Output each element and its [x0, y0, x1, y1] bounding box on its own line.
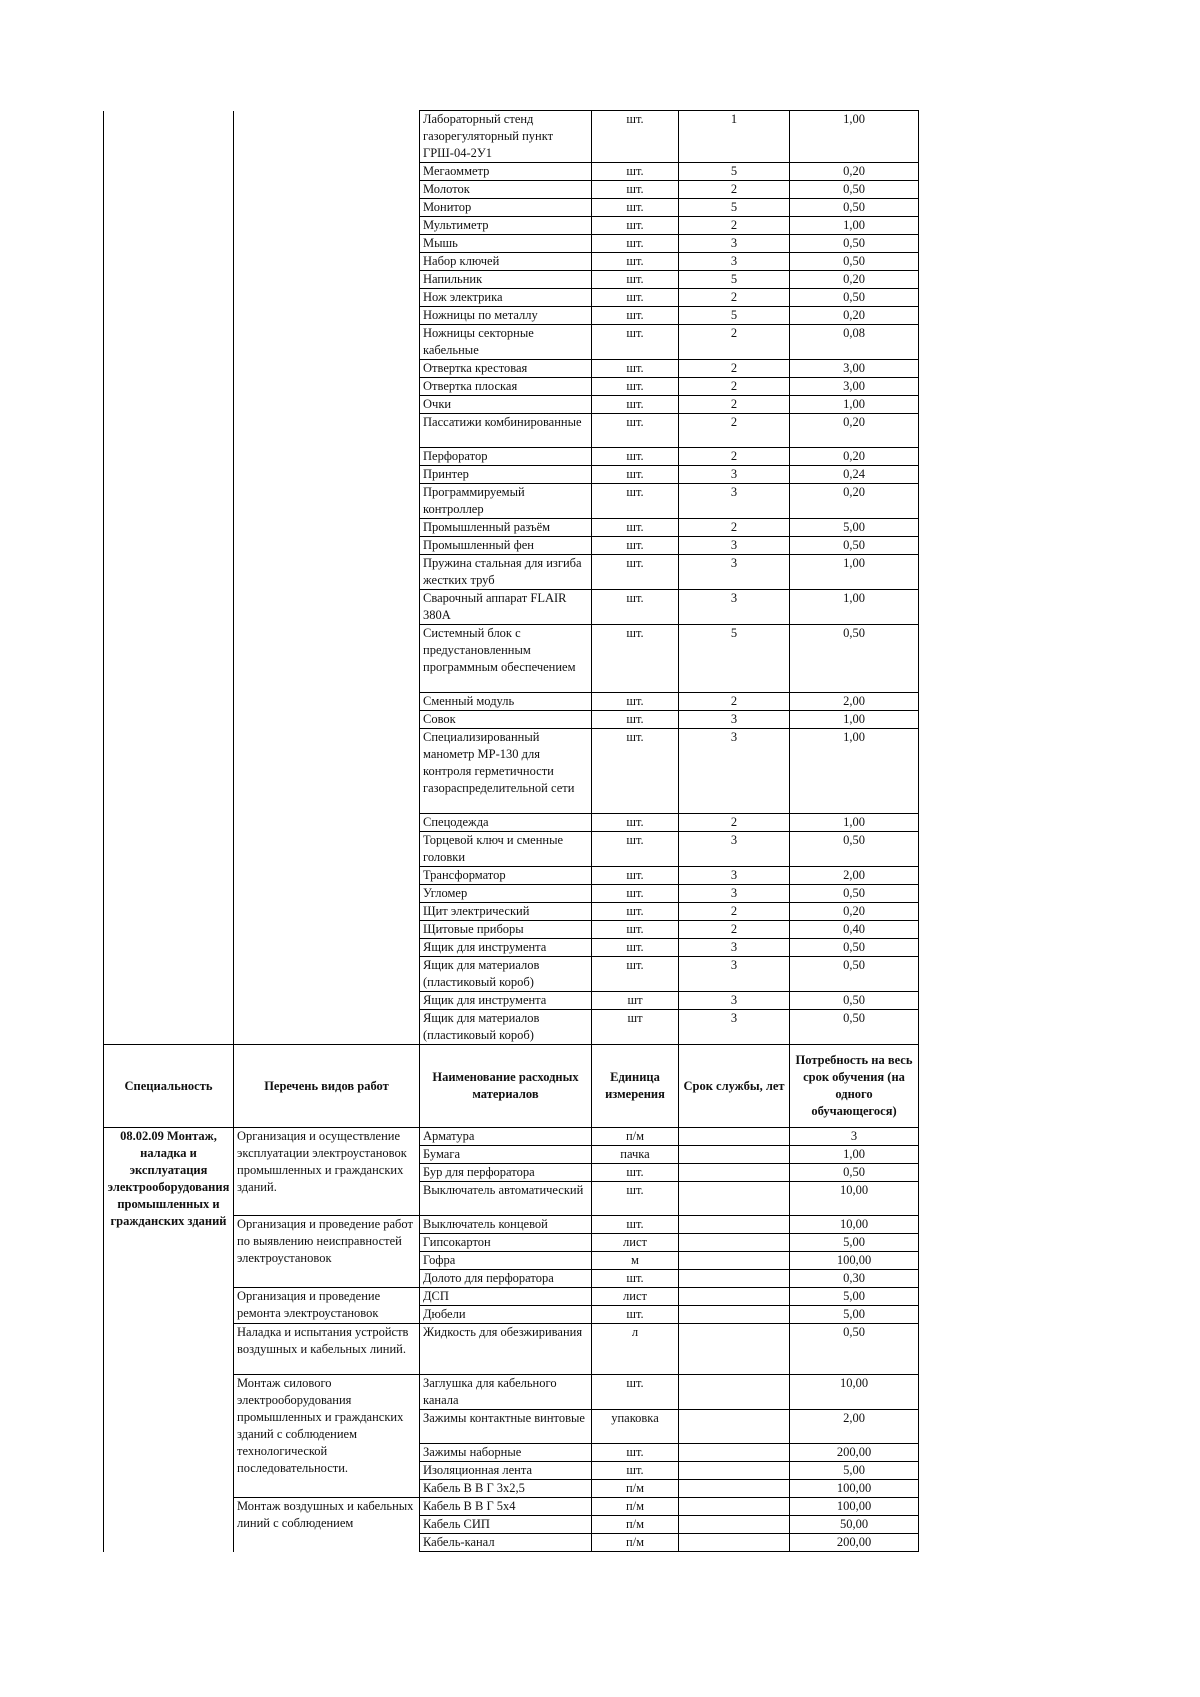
material-name: Монитор [420, 199, 592, 217]
unit: л [592, 1324, 679, 1375]
specialty-cell-empty [104, 111, 234, 1045]
unit: шт. [592, 625, 679, 693]
need: 0,50 [790, 289, 919, 307]
unit: шт. [592, 519, 679, 537]
header-unit: Единица измерения [592, 1045, 679, 1128]
quantity: 2 [679, 921, 790, 939]
material-name: Молоток [420, 181, 592, 199]
need: 0,20 [790, 163, 919, 181]
material-name: Программируемый контроллер [420, 484, 592, 519]
unit: шт. [592, 325, 679, 360]
need: 10,00 [790, 1216, 919, 1234]
service-life [679, 1324, 790, 1375]
material-name: Сменный модуль [420, 693, 592, 711]
quantity: 3 [679, 484, 790, 519]
need: 5,00 [790, 1234, 919, 1252]
material-name: Выключатель автоматический [420, 1182, 592, 1216]
need: 0,50 [790, 1164, 919, 1182]
lower-section [104, 1128, 919, 1552]
unit: шт. [592, 957, 679, 992]
unit: шт. [592, 484, 679, 519]
unit: шт. [592, 1462, 679, 1480]
need: 5,00 [790, 519, 919, 537]
unit: шт. [592, 181, 679, 199]
unit: шт. [592, 921, 679, 939]
material-name: Пассатижи комбинированные [420, 414, 592, 448]
unit: шт. [592, 867, 679, 885]
unit: шт. [592, 199, 679, 217]
need: 0,24 [790, 466, 919, 484]
quantity: 2 [679, 814, 790, 832]
unit: м [592, 1252, 679, 1270]
quantity: 3 [679, 235, 790, 253]
upper-section [104, 111, 919, 1045]
material-name: Ножницы по металлу [420, 307, 592, 325]
material-name: Принтер [420, 466, 592, 484]
need: 1,00 [790, 1146, 919, 1164]
need: 5,00 [790, 1462, 919, 1480]
unit: шт. [592, 1216, 679, 1234]
unit: шт. [592, 1164, 679, 1182]
unit: шт [592, 992, 679, 1010]
header-section [104, 1045, 919, 1128]
need: 3 [790, 1128, 919, 1146]
quantity: 5 [679, 199, 790, 217]
need: 3,00 [790, 360, 919, 378]
unit: шт. [592, 939, 679, 957]
quantity: 2 [679, 325, 790, 360]
service-life [679, 1164, 790, 1182]
unit: шт. [592, 814, 679, 832]
need: 1,00 [790, 711, 919, 729]
need: 1,00 [790, 217, 919, 235]
quantity: 1 [679, 111, 790, 163]
service-life [679, 1410, 790, 1444]
need: 10,00 [790, 1182, 919, 1216]
unit: шт. [592, 537, 679, 555]
need: 0,50 [790, 1010, 919, 1045]
service-life [679, 1234, 790, 1252]
quantity: 5 [679, 271, 790, 289]
unit: шт. [592, 885, 679, 903]
need: 1,00 [790, 555, 919, 590]
material-name: Напильник [420, 271, 592, 289]
quantity: 3 [679, 555, 790, 590]
quantity: 2 [679, 181, 790, 199]
unit: п/м [592, 1480, 679, 1498]
quantity: 3 [679, 1010, 790, 1045]
material-name: Кабель В В Г 5х4 [420, 1498, 592, 1516]
service-life [679, 1146, 790, 1164]
unit: п/м [592, 1534, 679, 1552]
service-life [679, 1182, 790, 1216]
need: 2,00 [790, 693, 919, 711]
material-name: ДСП [420, 1288, 592, 1306]
need: 0,50 [790, 957, 919, 992]
unit: шт. [592, 253, 679, 271]
service-life [679, 1375, 790, 1410]
material-name: Зажимы контактные винтовые [420, 1410, 592, 1444]
unit: шт. [592, 217, 679, 235]
unit: шт. [592, 1306, 679, 1324]
material-name: Ящик для материалов (пластиковый короб) [420, 957, 592, 992]
service-life [679, 1462, 790, 1480]
need: 0,20 [790, 484, 919, 519]
quantity: 2 [679, 903, 790, 921]
unit: шт. [592, 1444, 679, 1462]
material-name: Промышленный разъём [420, 519, 592, 537]
material-name: Щит электрический [420, 903, 592, 921]
table-row [104, 1128, 919, 1146]
document-table-area [103, 110, 919, 1552]
material-name: Зажимы наборные [420, 1444, 592, 1462]
quantity: 3 [679, 832, 790, 867]
unit: лист [592, 1234, 679, 1252]
table-row [104, 111, 919, 163]
material-name: Пружина стальная для изгиба жестких труб [420, 555, 592, 590]
unit: шт. [592, 590, 679, 625]
unit: шт. [592, 360, 679, 378]
quantity: 5 [679, 625, 790, 693]
material-name: Мегаомметр [420, 163, 592, 181]
unit: шт. [592, 271, 679, 289]
unit: шт. [592, 378, 679, 396]
need: 0,50 [790, 537, 919, 555]
material-name: Сварочный аппарат FLAIR 380A [420, 590, 592, 625]
service-life [679, 1288, 790, 1306]
work-type: Монтаж силового электрооборудования промышленных и гражданских зданий с соблюдением технологической последовательности. [234, 1375, 420, 1498]
unit: шт. [592, 163, 679, 181]
material-name: Системный блок с предустановленным программным обеспечением [420, 625, 592, 693]
need: 2,00 [790, 867, 919, 885]
quantity: 5 [679, 163, 790, 181]
quantity: 2 [679, 360, 790, 378]
quantity: 3 [679, 729, 790, 814]
need: 200,00 [790, 1444, 919, 1462]
material-name: Арматура [420, 1128, 592, 1146]
unit: шт. [592, 555, 679, 590]
unit: шт. [592, 289, 679, 307]
material-name: Кабель В В Г 3х2,5 [420, 1480, 592, 1498]
quantity: 3 [679, 992, 790, 1010]
material-name: Отвертка крестовая [420, 360, 592, 378]
unit: шт. [592, 729, 679, 814]
material-name: Промышленный фен [420, 537, 592, 555]
material-name: Отвертка плоская [420, 378, 592, 396]
material-name: Нож электрика [420, 289, 592, 307]
material-name: Мышь [420, 235, 592, 253]
need: 0,20 [790, 903, 919, 921]
need: 1,00 [790, 111, 919, 163]
need: 0,50 [790, 181, 919, 199]
material-name: Бур для перфоратора [420, 1164, 592, 1182]
quantity: 2 [679, 217, 790, 235]
quantity: 5 [679, 307, 790, 325]
unit: упаковка [592, 1410, 679, 1444]
work-type: Организация и осуществление эксплуатации электроустановок промышленных и гражданских зданий. [234, 1128, 420, 1216]
service-life [679, 1128, 790, 1146]
material-name: Торцевой ключ и сменные головки [420, 832, 592, 867]
need: 0,50 [790, 885, 919, 903]
need: 0,20 [790, 448, 919, 466]
unit: пачка [592, 1146, 679, 1164]
need: 0,50 [790, 235, 919, 253]
quantity: 3 [679, 957, 790, 992]
need: 0,30 [790, 1270, 919, 1288]
quantity: 2 [679, 414, 790, 448]
unit: шт. [592, 307, 679, 325]
unit: п/м [592, 1498, 679, 1516]
unit: шт. [592, 711, 679, 729]
material-name: Выключатель концевой [420, 1216, 592, 1234]
unit: шт. [592, 235, 679, 253]
quantity: 2 [679, 519, 790, 537]
service-life [679, 1498, 790, 1516]
unit: шт. [592, 111, 679, 163]
quantity: 2 [679, 693, 790, 711]
unit: шт. [592, 414, 679, 448]
header-specialty: Специальность [104, 1045, 234, 1128]
material-name: Долото для перфоратора [420, 1270, 592, 1288]
quantity: 3 [679, 537, 790, 555]
service-life [679, 1534, 790, 1552]
unit: шт. [592, 903, 679, 921]
need: 0,50 [790, 199, 919, 217]
unit: шт. [592, 396, 679, 414]
material-name: Лабораторный стенд газорегуляторный пункт ГРШ-04-2У1 [420, 111, 592, 163]
service-life [679, 1270, 790, 1288]
need: 0,50 [790, 625, 919, 693]
service-life [679, 1216, 790, 1234]
unit: шт. [592, 693, 679, 711]
material-name: Кабель СИП [420, 1516, 592, 1534]
material-name: Ящик для инструмента [420, 992, 592, 1010]
need: 0,08 [790, 325, 919, 360]
material-name: Перфоратор [420, 448, 592, 466]
need: 5,00 [790, 1306, 919, 1324]
work-type: Организация и проведение ремонта электроустановок [234, 1288, 420, 1324]
unit: шт. [592, 466, 679, 484]
quantity: 2 [679, 378, 790, 396]
material-name: Специализированный манометр МР-130 для контроля герметичности газораспределительной сети [420, 729, 592, 814]
need: 0,50 [790, 939, 919, 957]
material-name: Трансформатор [420, 867, 592, 885]
unit: лист [592, 1288, 679, 1306]
work-type: Наладка и испытания устройств воздушных и кабельных линий. [234, 1324, 420, 1375]
quantity: 2 [679, 448, 790, 466]
service-life [679, 1306, 790, 1324]
header-need: Потребность на весь срок обучения (на одного обучающегося) [790, 1045, 919, 1128]
need: 5,00 [790, 1288, 919, 1306]
need: 0,20 [790, 271, 919, 289]
need: 0,40 [790, 921, 919, 939]
material-name: Гофра [420, 1252, 592, 1270]
service-life [679, 1252, 790, 1270]
material-name: Ящик для инструмента [420, 939, 592, 957]
need: 1,00 [790, 590, 919, 625]
need: 0,50 [790, 992, 919, 1010]
material-name: Совок [420, 711, 592, 729]
material-name: Дюбели [420, 1306, 592, 1324]
need: 0,20 [790, 414, 919, 448]
need: 50,00 [790, 1516, 919, 1534]
equipment-table [103, 110, 919, 1552]
need: 10,00 [790, 1375, 919, 1410]
material-name: Мультиметр [420, 217, 592, 235]
quantity: 3 [679, 253, 790, 271]
need: 1,00 [790, 814, 919, 832]
material-name: Очки [420, 396, 592, 414]
quantity: 3 [679, 939, 790, 957]
quantity: 3 [679, 466, 790, 484]
unit: шт. [592, 832, 679, 867]
unit: п/м [592, 1128, 679, 1146]
need: 1,00 [790, 396, 919, 414]
material-name: Ящик для материалов (пластиковый короб) [420, 1010, 592, 1045]
material-name: Гипсокартон [420, 1234, 592, 1252]
quantity: 2 [679, 289, 790, 307]
quantity: 3 [679, 711, 790, 729]
unit: шт. [592, 1182, 679, 1216]
unit: шт [592, 1010, 679, 1045]
material-name: Набор ключей [420, 253, 592, 271]
header-row [104, 1045, 919, 1128]
work-type: Организация и проведение работ по выявлению неисправностей электроустановок [234, 1216, 420, 1288]
header-materials: Наименование расходных материалов [420, 1045, 592, 1128]
material-name: Кабель-канал [420, 1534, 592, 1552]
material-name: Изоляционная лента [420, 1462, 592, 1480]
material-name: Щитовые приборы [420, 921, 592, 939]
material-name: Жидкость для обезжиривания [420, 1324, 592, 1375]
unit: п/м [592, 1516, 679, 1534]
quantity: 3 [679, 885, 790, 903]
material-name: Угломер [420, 885, 592, 903]
unit: шт. [592, 1270, 679, 1288]
material-name: Заглушка для кабельного канала [420, 1375, 592, 1410]
need: 0,20 [790, 307, 919, 325]
quantity: 3 [679, 590, 790, 625]
service-life [679, 1444, 790, 1462]
quantity: 2 [679, 396, 790, 414]
need: 100,00 [790, 1480, 919, 1498]
material-name: Спецодежда [420, 814, 592, 832]
material-name: Бумага [420, 1146, 592, 1164]
unit: шт. [592, 1375, 679, 1410]
need: 0,50 [790, 832, 919, 867]
works-cell-empty [234, 111, 420, 1045]
material-name: Ножницы секторные кабельные [420, 325, 592, 360]
need: 100,00 [790, 1498, 919, 1516]
need: 3,00 [790, 378, 919, 396]
quantity: 3 [679, 867, 790, 885]
specialty-name: 08.02.09 Монтаж, наладка и эксплуатация электрооборудования промышленных и гражданских зданий [104, 1128, 234, 1552]
need: 0,50 [790, 1324, 919, 1375]
need: 200,00 [790, 1534, 919, 1552]
work-type: Монтаж воздушных и кабельных линий с соблюдением [234, 1498, 420, 1552]
need: 100,00 [790, 1252, 919, 1270]
unit: шт. [592, 448, 679, 466]
service-life [679, 1480, 790, 1498]
service-life [679, 1516, 790, 1534]
need: 0,50 [790, 253, 919, 271]
header-service-life: Срок службы, лет [679, 1045, 790, 1128]
need: 1,00 [790, 729, 919, 814]
header-works: Перечень видов работ [234, 1045, 420, 1128]
need: 2,00 [790, 1410, 919, 1444]
